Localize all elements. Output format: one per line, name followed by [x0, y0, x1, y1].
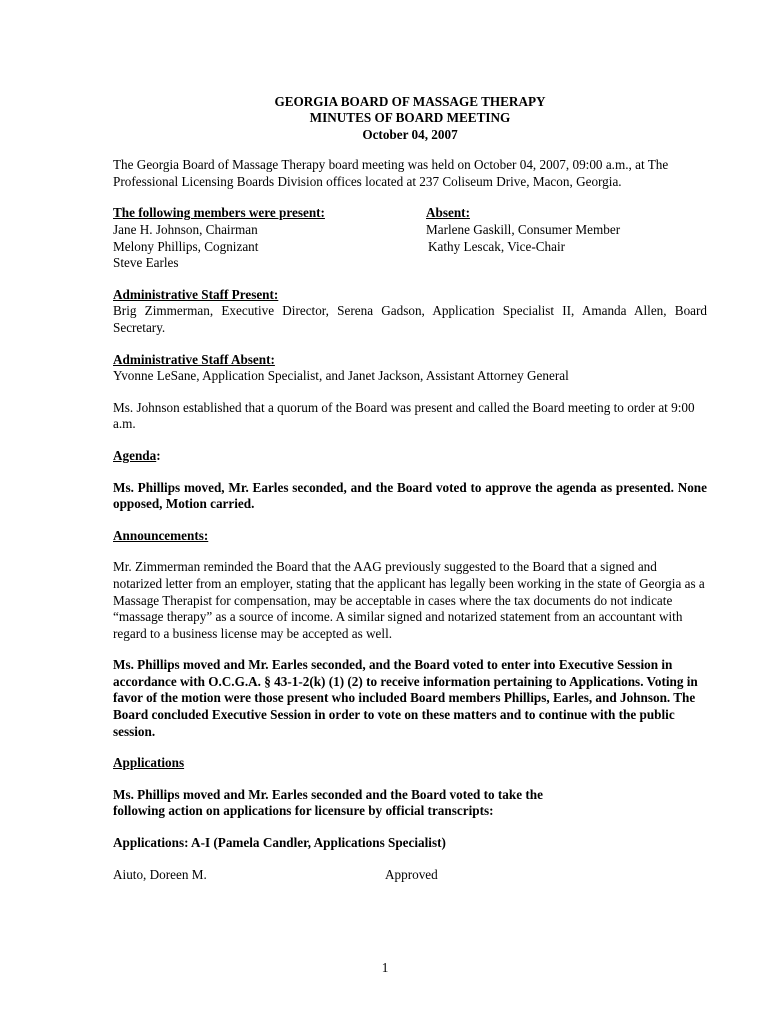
- staff-absent-heading: Administrative Staff Absent:: [113, 351, 275, 367]
- organization-title: GEORGIA BOARD OF MASSAGE THERAPY: [274, 94, 546, 109]
- quorum-paragraph: Ms. Johnson established that a quorum of the Board was present and called the Board meeting to order at 9:00 a.m.: [113, 399, 695, 432]
- staff-absent-section: [113, 352, 707, 385]
- member-present: Melony Phillips, Cognizant: [113, 238, 259, 254]
- agenda-heading: Agenda: [113, 447, 157, 463]
- announcements-heading: Announcements:: [113, 527, 209, 543]
- applications-subheading: Applications: A-I (Pamela Candler, Applications Specialist): [113, 835, 446, 851]
- members-absent-heading: Absent:: [426, 205, 470, 221]
- meeting-date: October 04, 2007: [362, 126, 458, 142]
- page-number: 1: [381, 960, 389, 975]
- member-absent: Kathy Lescak, Vice-Chair: [428, 238, 566, 254]
- members-present-column: [113, 205, 426, 271]
- intro-paragraph: The Georgia Board of Massage Therapy board meeting was held on October 04, 2007, 09:00 a.m., at The Professional Licensing Boards Division offices located at 237 Coliseum Drive, Macon, Georgia.: [113, 157, 669, 189]
- agenda-heading-colon: :: [156, 447, 161, 463]
- executive-session-motion: Ms. Phillips moved and Mr. Earles seconded, and the Board voted to enter into Executive Session in accordance with O.C.G.A. § 43-1-2(k) (1) (2) to receive information pertaining to Applications. Voting in favor of the motion were those present who included Board members Phillips, Earles, and Johnson. The Board concluded Executive Session in order to vote on these matters and to continue with the public session.: [113, 657, 698, 739]
- applications-heading: Applications: [113, 755, 185, 771]
- applicant-status: Approved: [385, 866, 438, 882]
- document-title-block: [113, 94, 707, 143]
- staff-present-heading: Administrative Staff Present:: [113, 286, 279, 302]
- announcements-paragraph: Mr. Zimmerman reminded the Board that the AAG previously suggested to the Board that a signed and notarized letter from an employer, stating that the applicant has legally been working in the state of Georgia as a Massage Therapist for compensation, may be acceptable in cases where the tax documents do not indicate “massage therapy” as a source of income. A similar signed and notarized statement from an accountant with regard to a business license may be accepted as well.: [113, 559, 705, 641]
- attendance-section: [113, 205, 707, 271]
- members-present-heading: The following members were present:: [113, 205, 325, 221]
- applicant-name: Aiuto, Doreen M.: [113, 866, 207, 882]
- document-type-title: MINUTES OF BOARD MEETING: [309, 110, 511, 126]
- minutes-page: [113, 94, 707, 898]
- staff-absent-text: Yvonne LeSane, Application Specialist, and Janet Jackson, Assistant Attorney General: [113, 368, 569, 384]
- applications-motion: Ms. Phillips moved and Mr. Earles seconded and the Board voted to take the following action on applications for licensure by official transcripts:: [113, 786, 543, 819]
- agenda-motion: Ms. Phillips moved, Mr. Earles seconded, and the Board voted to approve the agenda as presented. None opposed, Motion carried.: [113, 479, 707, 512]
- staff-present-section: [113, 287, 707, 337]
- staff-present-text: Brig Zimmerman, Executive Director, Serena Gadson, Application Specialist II, Amanda Allen, Board Secretary.: [113, 303, 707, 335]
- member-present: Steve Earles: [113, 255, 179, 271]
- member-absent: Marlene Gaskill, Consumer Member: [426, 222, 621, 237]
- applicant-row: [113, 867, 707, 884]
- member-present: Jane H. Johnson, Chairman: [113, 222, 258, 237]
- members-absent-column: [426, 205, 707, 271]
- agenda-heading-line: [113, 448, 707, 465]
